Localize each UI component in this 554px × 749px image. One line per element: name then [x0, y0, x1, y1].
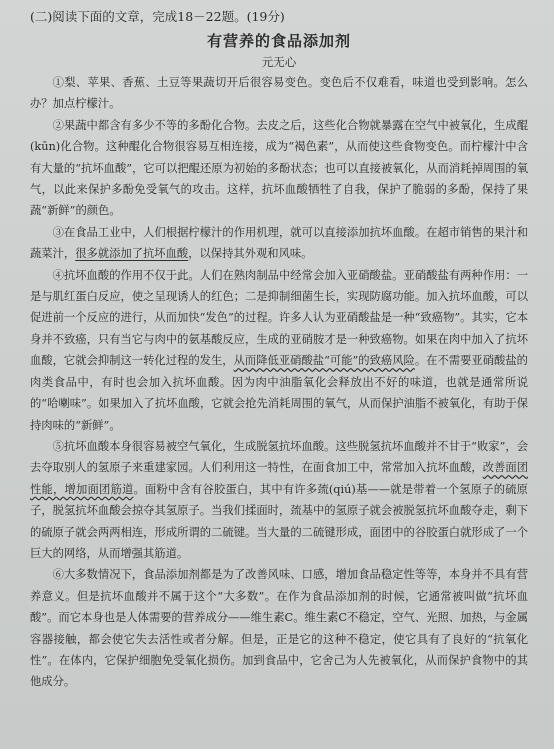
paragraph-1	[30, 72, 528, 115]
paragraph-5-text-a: ⑤抗坏血酸本身很容易被空气氧化，生成脱氢抗坏血酸。这些脱氢抗坏血酸并不甘于“败家”，会去夺取别人的氢原子来重建家园。人们利用这一特性，在面食加工中，常常加入抗坏血酸，	[30, 439, 528, 475]
paragraph-3-underlined: 很多就添加了抗坏血酸	[75, 247, 189, 261]
paragraph-2	[30, 115, 528, 222]
paragraph-5-underlined: 改善面团性能，增加面团筋道	[30, 461, 528, 496]
question-header: (二)阅读下面的文章，完成18－22题。(19分)	[30, 9, 285, 24]
article-author: 元无心	[261, 55, 297, 69]
paragraph-4-underlined: 从而降低亚硝酸盐“可能”的致癌风险	[233, 354, 415, 368]
paragraph-3-text-a: ③在食品工业中，人们根据柠檬汁的作用机理，就可以直接添加抗坏血酸。在超市销售的果汁和蔬菜汁，	[30, 225, 528, 261]
paragraph-1-text: ①梨、苹果、香蕉、土豆等果蔬切开后很容易变色。变色后不仅难看，味道也受到影响。怎么办？加点柠檬汁。	[30, 76, 528, 111]
paragraph-6	[30, 564, 528, 692]
paragraph-3	[30, 222, 528, 265]
paragraph-4-text-b: 。在不需要亚硝酸盐的肉类食品中，有时也会加入抗坏血酸。因为肉中油脂氧化会释放出不好的味道，也就是通常所说的“哈喇味”。如果加入了抗坏血酸，它就会抢先消耗周围的氧气，从而保护油脂不被氧化，有助于保持肉味的“新鲜”。	[30, 354, 528, 432]
paragraph-5-text-b: 。面粉中含有谷胶蛋白，其中有许多巯(qiú)基——就是带着一个氢原子的硫原子，脱氢抗坏血酸会掠夺其氢原子。当我们揉面时，巯基中的氢原子就会被脱氢抗坏血酸夺走，剩下的硫原子就会两两相连，形成所谓的二硫键。当大量的二硫键形成，面团中的谷胶蛋白就形成了一个巨大的网络，从而增强其筋道。	[30, 482, 528, 560]
paragraph-4	[30, 265, 528, 436]
paragraph-2-text: ②果蔬中都含有多少不等的多酚化合物。去皮之后，这些化合物就暴露在空气中被氧化，生成醌(kūn)化合物。这种醌化合物很容易互相连接，成为“褐色素”，从而使这些食物变色。而柠檬汁中含有大量的“抗坏血酸”，它可以把醌还原为初始的多酚状态；也可以直接被氧化，从而消耗掉周围的氧气，以此来保护多酚免受氧气的攻击。这样，抗坏血酸牺牲了自我，保护了脆弱的多酚，保持了果蔬“新鲜”的颜色。	[30, 118, 528, 218]
paragraph-4-text-a: ④抗坏血酸的作用不仅于此。人们在熟肉制品中经常会加入亚硝酸盐。亚硝酸盐有两种作用：一是与肌红蛋白反应，使之呈现诱人的红色；二是抑制细菌生长，实现防腐功能。加入抗坏血酸，可以促进前一个反应的进行，从而加快“发色”的过程。许多人认为亚硝酸盐是一种“致癌物”。其实，它本身并不致癌，只有当它与肉中的氨基酸反应，生成的亚硝胺才是一种致癌物。如果在肉中加入了抗坏血酸，它就会抑制这一转化过程的发生，	[30, 268, 528, 368]
paragraph-6-text: ⑥大多数情况下，食品添加剂都是为了改善风味、口感，增加食品稳定性等等，本身并不具有营养意义。但是抗坏血酸并不属于这个“大多数”。在作为食品添加剂的时候，它通常被叫做“抗坏血酸”。而它本身也是人体需要的营养成分——维生素C。维生素C不稳定，空气、光照、加热，与金属容器接触，都会使它失去活性或者分解。但是，正是它的这种不稳定，使它具有了良好的“抗氧化性”。在体内，它保护细胞免受氧化损伤。加到食品中，它舍己为人先被氧化，从而保护食物中的其他成分。	[30, 568, 528, 689]
paragraph-3-text-b: ，以保持其外观和风味。	[188, 247, 313, 261]
article-title: 有营养的食品添加剂	[206, 32, 351, 50]
paragraph-5	[30, 436, 528, 564]
